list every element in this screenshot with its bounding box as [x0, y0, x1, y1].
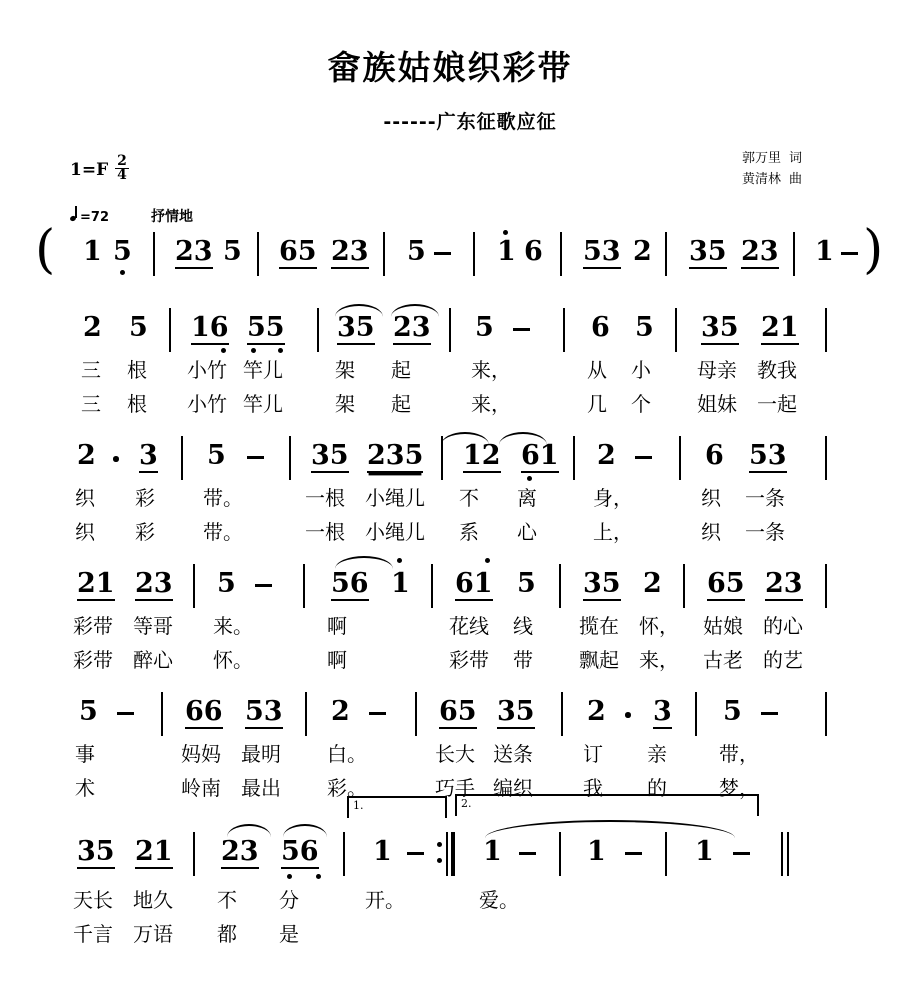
note: 21 — [135, 836, 173, 867]
note: 1 — [587, 836, 606, 867]
lyrics-line-2-verse-1 — [35, 482, 865, 516]
ending-bracket-2 — [455, 794, 759, 816]
note: 1 — [483, 836, 502, 867]
composer-name: 黄清林 — [741, 172, 781, 188]
notes-line-5 — [35, 797, 865, 880]
lyric: 彩 — [135, 520, 155, 544]
note-extension-dash — [761, 712, 778, 715]
tempo-row — [70, 202, 900, 230]
lyric: 都 — [217, 922, 237, 946]
score-meta — [0, 144, 900, 202]
lyric: 个 — [631, 392, 651, 416]
key-signature — [70, 153, 129, 184]
octave-dot-low — [221, 348, 226, 353]
lyric: 离 — [517, 486, 537, 510]
lyric: 来， — [471, 358, 511, 382]
lyric: 古老 — [703, 648, 743, 672]
barline — [153, 232, 155, 276]
augmentation-dot — [113, 456, 119, 462]
lyric: 岭南 — [181, 776, 221, 800]
octave-dot-high — [503, 230, 508, 235]
note: 5 — [517, 568, 536, 599]
lyric: 我 — [583, 776, 603, 800]
repeat-line-thin — [446, 832, 448, 876]
note: 35 — [689, 236, 727, 267]
note: 2 — [77, 440, 96, 471]
note-extension-dash — [733, 852, 750, 855]
note: 2 — [83, 312, 102, 343]
lyric: 揽在 — [579, 614, 619, 638]
lyric: 来， — [639, 648, 679, 672]
lyrics-line-1-verse-1 — [35, 354, 865, 388]
barline — [193, 564, 195, 608]
barline — [431, 564, 433, 608]
quarter-note-icon — [70, 208, 79, 221]
lyric: 母亲 — [697, 358, 737, 382]
note: 6 — [705, 440, 724, 471]
note: 5 — [635, 312, 654, 343]
note: 1 — [83, 236, 102, 267]
lyrics-line-3-verse-2 — [35, 644, 865, 678]
note: 66 — [185, 696, 223, 727]
note: 6 — [591, 312, 610, 343]
intro-close-paren: ) — [863, 220, 884, 280]
lyric: 系 — [459, 520, 479, 544]
note: 21 — [77, 568, 115, 599]
lyric: 送条 — [493, 742, 533, 766]
note: 23 — [175, 236, 213, 267]
expression-marking: 抒情地 — [150, 209, 193, 225]
lyric: 一条 — [745, 520, 785, 544]
note: 61 — [521, 440, 559, 471]
barline — [303, 564, 305, 608]
note: 2 — [597, 440, 616, 471]
note: 5 — [223, 236, 242, 267]
tempo-value: =72 — [80, 209, 109, 225]
note-extension-dash — [513, 328, 530, 331]
lyric: 一条 — [745, 486, 785, 510]
barline — [695, 692, 697, 736]
lyrics-line-5-verse-2 — [35, 918, 865, 952]
barline — [161, 692, 163, 736]
barline — [257, 232, 259, 276]
note-extension-dash — [407, 852, 424, 855]
barline — [675, 308, 677, 352]
repeat-line-thick — [451, 832, 455, 876]
staff-row-2 — [35, 434, 865, 562]
barline — [317, 308, 319, 352]
barline — [193, 832, 195, 876]
notes-line-2 — [35, 434, 865, 482]
lyric: 分 — [279, 888, 299, 912]
note-extension-dash — [519, 852, 536, 855]
barline — [825, 692, 827, 736]
lyric: 飘起 — [579, 648, 619, 672]
note: 2 — [331, 696, 350, 727]
lyric: 醉心 — [133, 648, 173, 672]
note-extension-dash — [434, 252, 451, 255]
octave-dot-low — [278, 348, 283, 353]
lyric: 白。 — [327, 742, 367, 766]
lyric: 身， — [593, 486, 633, 510]
note: 1 — [695, 836, 714, 867]
lyric: 最明 — [241, 742, 281, 766]
barline — [825, 308, 827, 352]
lyric: 一根 — [305, 520, 345, 544]
lyric: 开。 — [365, 888, 405, 912]
note: 53 — [583, 236, 621, 267]
lyric: 竿儿 — [243, 358, 283, 382]
lyric: 怀。 — [213, 648, 253, 672]
note: 23 — [331, 236, 369, 267]
lyric: 事 — [75, 742, 95, 766]
lyric: 织 — [701, 486, 721, 510]
lyric: 千言 — [73, 922, 113, 946]
note-extension-dash — [247, 456, 264, 459]
music-system — [35, 220, 884, 968]
lyric: 术 — [75, 776, 95, 800]
staff-row-1 — [35, 306, 865, 434]
ending-bracket-2-label: 2. — [461, 797, 472, 810]
lyric: 妈妈 — [181, 742, 221, 766]
lyricist-name: 郭万里 — [741, 151, 781, 166]
barline — [289, 436, 291, 480]
composer-role: 曲 — [788, 172, 802, 188]
octave-dot-high — [485, 558, 490, 563]
lyric: 三 — [81, 358, 101, 382]
sheet-music-page — [0, 42, 900, 1004]
lyric: 来， — [471, 392, 511, 416]
page-title: 畲族姑娘织彩带 — [327, 48, 573, 87]
lyric: 起 — [391, 392, 411, 416]
barline — [415, 692, 417, 736]
note-extension-dash — [841, 252, 858, 255]
lyric: 不 — [217, 888, 237, 912]
octave-dot-low — [316, 874, 321, 879]
barline — [665, 232, 667, 276]
tempo-marking — [70, 208, 109, 225]
composer-line — [742, 169, 802, 190]
note: 23 — [765, 568, 803, 599]
notes-line-intro — [35, 220, 884, 280]
staff-row-5 — [35, 797, 865, 968]
note: 35 — [311, 440, 349, 471]
lyrics-line-1-verse-2 — [35, 388, 865, 422]
repeat-dots — [437, 842, 442, 874]
lyricist-line — [742, 148, 802, 169]
octave-dot-low — [287, 874, 292, 879]
barline — [679, 436, 681, 480]
lyric: 万语 — [133, 922, 173, 946]
barline — [793, 232, 795, 276]
note: 5 — [475, 312, 494, 343]
lyrics-line-5-verse-1 — [35, 884, 865, 918]
time-denominator: 4 — [117, 167, 127, 184]
barline — [383, 232, 385, 276]
note: 1 — [497, 236, 516, 267]
note: 35 — [701, 312, 739, 343]
barline — [181, 436, 183, 480]
note: 2 — [587, 696, 606, 727]
lyric: 姐妹 — [697, 392, 737, 416]
barline — [560, 232, 562, 276]
lyric: 带。 — [203, 520, 243, 544]
lyric: 上， — [593, 520, 633, 544]
credits — [742, 148, 802, 191]
lyric: 的艺 — [763, 648, 803, 672]
note: 56 — [281, 836, 319, 867]
note-extension-dash — [117, 712, 134, 715]
lyric: 带 — [513, 648, 533, 672]
notes-line-4 — [35, 690, 865, 738]
lyricist-role: 词 — [788, 151, 802, 166]
lyric: 彩带 — [73, 614, 113, 638]
lyric: 编织 — [493, 776, 533, 800]
lyric: 长大 — [435, 742, 475, 766]
note: 23 — [393, 312, 431, 343]
barline — [825, 564, 827, 608]
time-numerator: 2 — [117, 153, 127, 169]
intro-open-paren: ( — [35, 220, 56, 280]
note-extension-dash — [369, 712, 386, 715]
staff-row-intro — [35, 220, 884, 306]
note: 23 — [135, 568, 173, 599]
barline — [169, 308, 171, 352]
lyric: 来。 — [213, 614, 253, 638]
lyric: 巧手 — [435, 776, 475, 800]
lyric: 小绳儿 — [365, 520, 425, 544]
barline — [449, 308, 451, 352]
lyric: 从 — [587, 358, 607, 382]
note: 5 — [723, 696, 742, 727]
lyric: 怀， — [639, 614, 679, 638]
note-extension-dash — [625, 852, 642, 855]
lyrics-line-4-verse-1 — [35, 738, 865, 772]
lyric: 小绳儿 — [365, 486, 425, 510]
barline — [573, 436, 575, 480]
lyrics-line-3-verse-1 — [35, 610, 865, 644]
note: 35 — [497, 696, 535, 727]
lyric: 的心 — [763, 614, 803, 638]
ending-bracket-1-label: 1. — [353, 799, 364, 812]
lyric: 小竹 — [187, 358, 227, 382]
lyric: 带， — [719, 742, 759, 766]
note: 21 — [761, 312, 799, 343]
lyric: 教我 — [757, 358, 797, 382]
note: 65 — [707, 568, 745, 599]
lyric: 架 — [335, 358, 355, 382]
lyric: 姑娘 — [703, 614, 743, 638]
lyric: 天长 — [73, 888, 113, 912]
lyric: 一根 — [305, 486, 345, 510]
lyric: 根 — [127, 358, 147, 382]
octave-dot-low — [527, 476, 532, 481]
barline — [563, 308, 565, 352]
lyric: 不 — [459, 486, 479, 510]
lyric: 啊 — [327, 648, 347, 672]
ending-bracket-1 — [347, 796, 447, 818]
augmentation-dot — [625, 712, 631, 718]
note: 53 — [749, 440, 787, 471]
note: 1 — [815, 236, 834, 267]
note: 61 — [455, 568, 493, 599]
lyric: 根 — [127, 392, 147, 416]
lyric: 彩。 — [327, 776, 367, 800]
note: 35 — [77, 836, 115, 867]
lyric: 三 — [81, 392, 101, 416]
lyric: 彩带 — [73, 648, 113, 672]
note: 235 — [367, 440, 424, 471]
note: 5 — [407, 236, 426, 267]
note: 23 — [741, 236, 779, 267]
octave-dot-high — [397, 558, 402, 563]
lyric: 带。 — [203, 486, 243, 510]
octave-dot-low — [120, 270, 125, 275]
note: 1 — [391, 568, 410, 599]
note: 5 — [79, 696, 98, 727]
note-extension-dash — [635, 456, 652, 459]
note: 5 — [113, 236, 132, 267]
barline — [825, 436, 827, 480]
barline — [343, 832, 345, 876]
note: 3 — [653, 696, 672, 727]
lyric: 一起 — [757, 392, 797, 416]
lyric: 花线 — [449, 614, 489, 638]
lyric: 啊 — [327, 614, 347, 638]
barline — [559, 832, 561, 876]
lyric: 织 — [75, 486, 95, 510]
note: 16 — [191, 312, 229, 343]
lyric: 亲 — [647, 742, 667, 766]
lyric: 心 — [517, 520, 537, 544]
octave-dot-low — [251, 348, 256, 353]
lyric: 彩带 — [449, 648, 489, 672]
note: 2 — [633, 236, 652, 267]
note: 56 — [331, 568, 369, 599]
note: 12 — [463, 440, 501, 471]
note: 5 — [129, 312, 148, 343]
staff-row-3 — [35, 562, 865, 690]
lyric: 等哥 — [133, 614, 173, 638]
lyrics-line-2-verse-2 — [35, 516, 865, 550]
barline — [683, 564, 685, 608]
lyric: 订 — [583, 742, 603, 766]
note: 53 — [245, 696, 283, 727]
note: 65 — [439, 696, 477, 727]
barline — [559, 564, 561, 608]
barline — [561, 692, 563, 736]
lyric: 的 — [647, 776, 667, 800]
lyric: 竿儿 — [243, 392, 283, 416]
time-signature — [115, 155, 129, 183]
note: 35 — [583, 568, 621, 599]
key-label: 1=F — [70, 159, 109, 180]
lyric: 织 — [75, 520, 95, 544]
note: 3 — [139, 440, 158, 471]
note: 55 — [247, 312, 285, 343]
notes-line-3 — [35, 562, 865, 610]
note: 2 — [643, 568, 662, 599]
lyric: 线 — [513, 614, 533, 638]
lyric: 架 — [335, 392, 355, 416]
lyric: 起 — [391, 358, 411, 382]
page-subtitle: ------广东征歌应征 — [383, 111, 557, 133]
note: 65 — [279, 236, 317, 267]
note: 6 — [524, 236, 543, 267]
lyric: 小 — [631, 358, 651, 382]
note: 5 — [217, 568, 236, 599]
lyric: 彩 — [135, 486, 155, 510]
lyric: 爱。 — [479, 888, 519, 912]
note-extension-dash — [255, 584, 272, 587]
note: 35 — [337, 312, 375, 343]
lyric: 是 — [279, 922, 299, 946]
lyric: 梦， — [719, 776, 759, 800]
lyric: 几 — [587, 392, 607, 416]
barline — [305, 692, 307, 736]
barline — [665, 832, 667, 876]
note: 23 — [221, 836, 259, 867]
barline — [441, 436, 443, 480]
lyric: 最出 — [241, 776, 281, 800]
note: 5 — [207, 440, 226, 471]
barline — [473, 232, 475, 276]
note: 1 — [373, 836, 392, 867]
notes-line-1 — [35, 306, 865, 354]
lyric: 小竹 — [187, 392, 227, 416]
lyric: 地久 — [133, 888, 173, 912]
lyric: 织 — [701, 520, 721, 544]
